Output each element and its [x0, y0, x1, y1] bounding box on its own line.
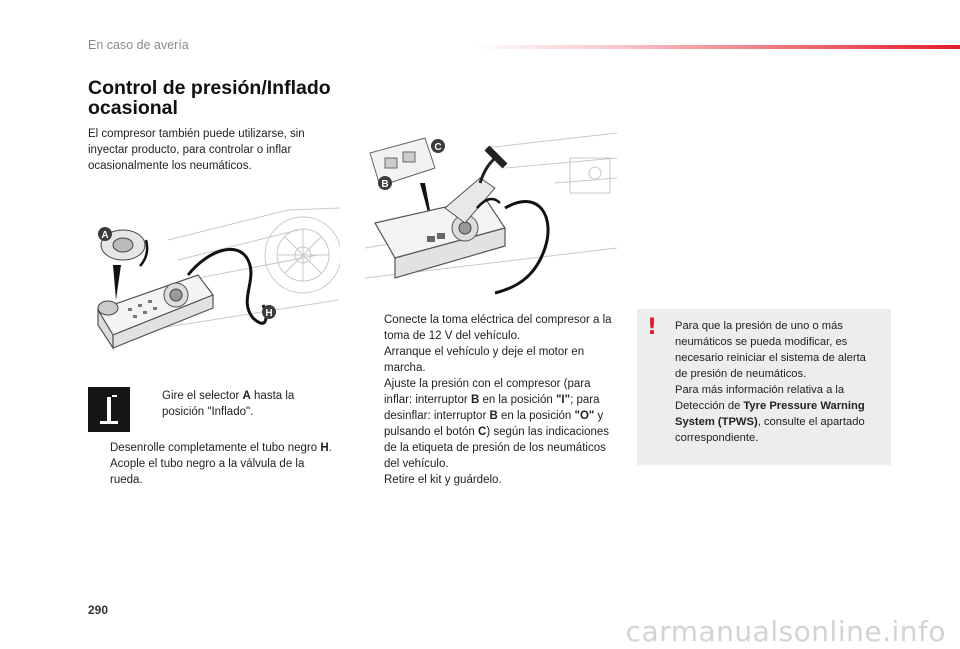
watermark: carmanualsonline.info: [625, 615, 946, 648]
compressor-plug-drawing: [365, 128, 617, 298]
warning-icon: !: [647, 315, 658, 340]
list-item: Ajuste la presión con el compresor (para inflar: interruptor B en la posición "I"; para desinflar: interruptor B en la posición "O" y pulsando el botón C) según las indicaciones de la etiqueta de presión de los neumáticos del vehículo.: [384, 378, 610, 470]
page-title: Control de presión/Inflado ocasional: [88, 77, 331, 119]
left-steps: [88, 440, 340, 488]
compressor-wheel-drawing: [88, 200, 340, 350]
intro-paragraph: El compresor también puede utilizarse, sin inyectar producto, para controlar o inflar ocasionalmente los neumáticos.: [88, 128, 305, 172]
compressor-plug-illustration: [365, 128, 617, 298]
right-steps: [362, 312, 614, 488]
label-b: B: [381, 179, 389, 190]
compressor-wheel-illustration: [88, 200, 340, 350]
label-h: H: [265, 308, 273, 319]
list-item: Acople el tubo negro a la válvula de la rueda.: [110, 458, 305, 486]
page-number: 290: [88, 603, 109, 617]
header-accent-line: [470, 45, 960, 49]
label-a: A: [101, 230, 109, 241]
list-item: Conecte la toma eléctrica del compresor a la toma de 12 V del vehículo.: [384, 314, 612, 342]
selector-step: [140, 388, 330, 420]
list-item: Arranque el vehículo y deje el motor en marcha.: [384, 346, 585, 374]
notice-text: Para que la presión de uno o más neumáticos se pueda modificar, es necesario reiniciar el sistema de alerta de presión de neumáticos. Para más información relativa a la Detección de Tyre Pressure Warning System (TPWS), consulte el apartado correspondiente.: [675, 320, 866, 444]
section-header: En caso de avería: [88, 38, 189, 52]
label-c: C: [434, 142, 442, 153]
selector-dial-icon: [88, 387, 130, 432]
list-item: Desenrolle completamente el tubo negro H.: [110, 442, 332, 454]
list-item: Retire el kit y guárdelo.: [384, 474, 502, 486]
warning-notice: [637, 309, 891, 465]
list-item: Gire el selector A hasta la posición "Inflado".: [162, 390, 295, 418]
